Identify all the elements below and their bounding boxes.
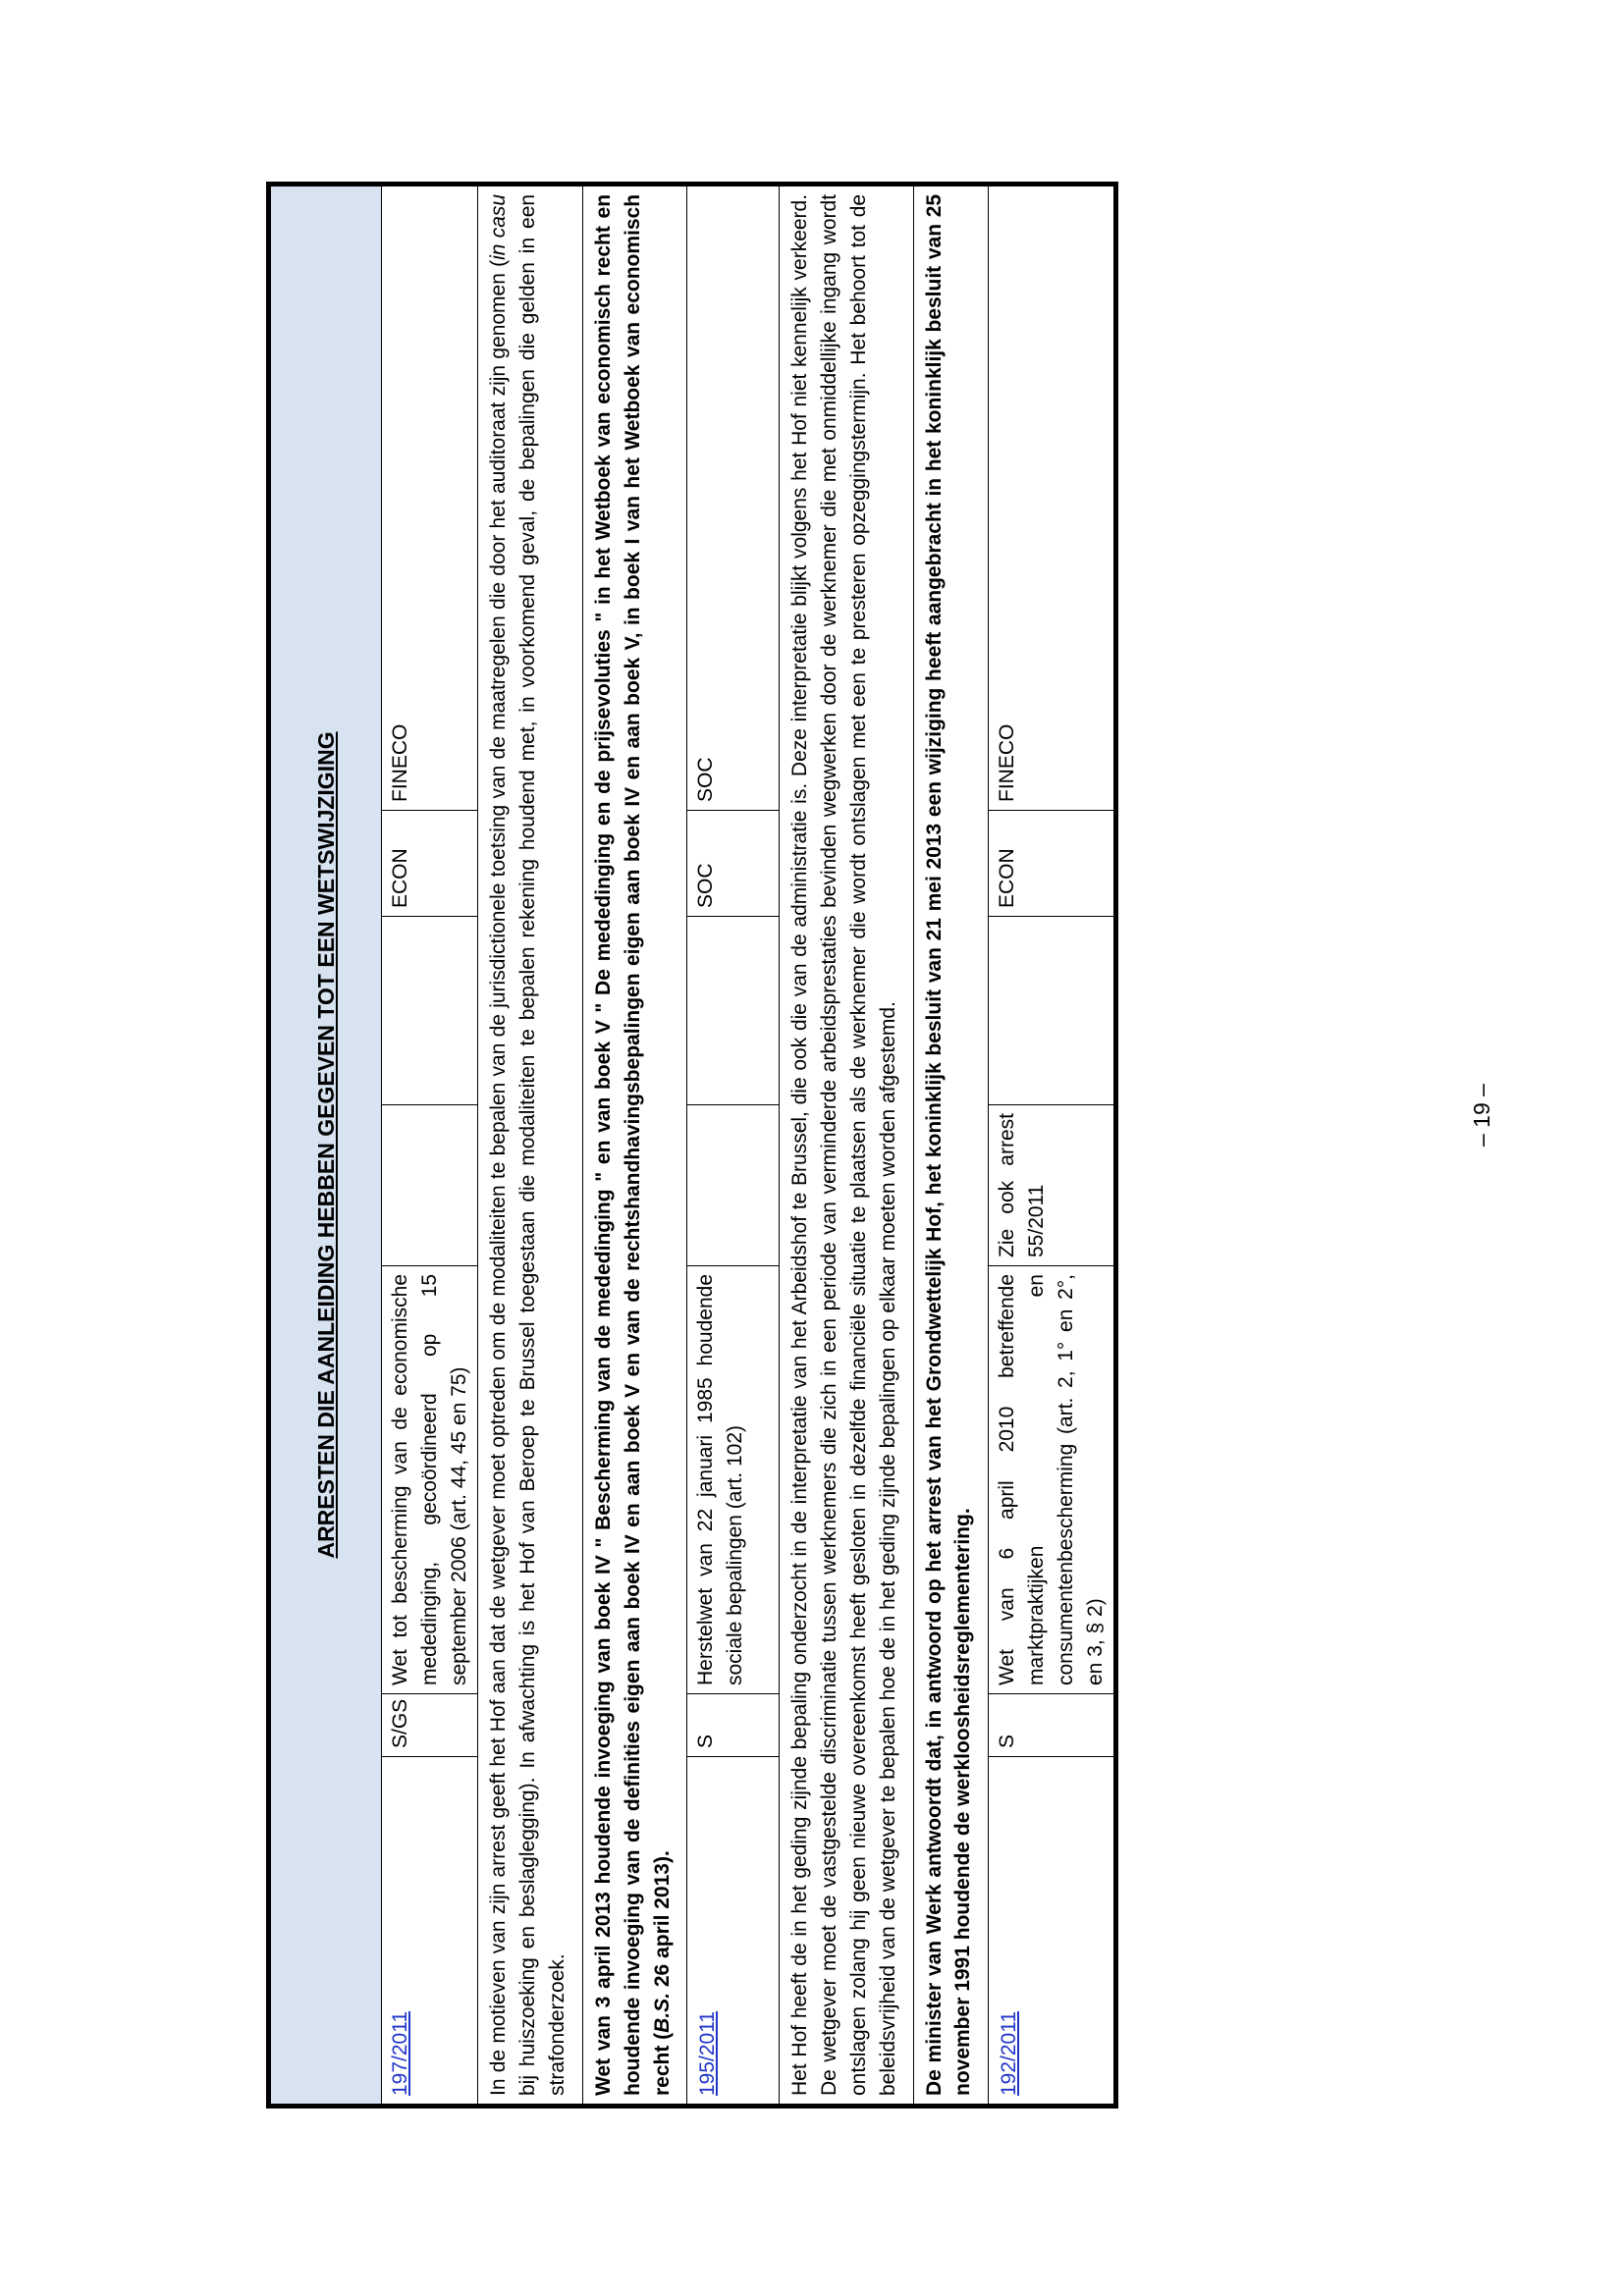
domain-cell: ECON xyxy=(382,811,478,917)
domain-cell: ECON xyxy=(989,811,1116,917)
empty-cell xyxy=(989,917,1116,1105)
table-banner: ARRESTEN DIE AANLEIDING HEBBEN GEGEVEN TOT EEN WETSWIJZIGING xyxy=(269,184,382,2106)
type-cell: S xyxy=(989,1694,1116,1757)
subdomain-cell: FINECO xyxy=(989,184,1116,810)
ref-cell xyxy=(687,1757,780,2107)
type-cell: S/GS xyxy=(382,1694,478,1757)
summary-row xyxy=(780,184,913,2106)
page-number: – 19 – xyxy=(1469,1084,1494,1147)
judgments-table xyxy=(266,182,1118,2109)
minister-answer: De minister van Werk antwoordt dat, in antwoord op het arrest van het Grondwettelijk Hof, het koninklijk besluit van 21 mei 2013 een wijziging heeft aangebracht in het koninklijk besluit van 25 november 1991 houdende de werkloosheidsreglementering. xyxy=(913,184,989,2106)
judgment-link[interactable]: 197/2011 xyxy=(389,2010,411,2096)
type-cell: S xyxy=(687,1694,780,1757)
table-row xyxy=(687,184,780,2106)
law-cell: Herstelwet van 22 januari 1985 houdende sociale bepalingen (art. 102) xyxy=(687,1266,780,1694)
note-cell: Zie ook arrest 55/2011 xyxy=(989,1105,1116,1266)
note-cell xyxy=(687,1105,780,1266)
note-cell xyxy=(382,1105,478,1266)
judgment-link[interactable]: 195/2011 xyxy=(696,2010,720,2096)
subdomain-cell: FINECO xyxy=(382,184,478,810)
table-row xyxy=(989,184,1116,2106)
subdomain-cell: SOC xyxy=(687,184,780,810)
law-cell: Wet tot bescherming van de economische mededinging, gecoördineerd op 15 september 2006 (art. 44, 45 en 75) xyxy=(382,1266,478,1694)
summary-row xyxy=(478,184,582,2106)
judgment-link[interactable]: 192/2011 xyxy=(998,2010,1021,2096)
law-heading: Wet van 3 april 2013 houdende invoeging van boek IV " Bescherming van de mededinging " en van boek V " De mededinging en de prijsevoluties " in het Wetboek van economisch recht en houdende invoeging van de definities eigen aan boek IV en aan boek V en van de rechtshandhavingsbepalingen eigen aan boek IV en aan boek V, in boek I van het Wetboek van economisch recht (B.S. 26 april 2013). xyxy=(582,184,686,2106)
domain-cell: SOC xyxy=(687,811,780,917)
heading-row xyxy=(913,184,989,2106)
law-cell: Wet van 6 april 2010 betreffende marktpraktijken en consumentenbescherming (art. 2, 1° en 2°, en 3, § 2) xyxy=(989,1266,1116,1694)
summary-text: In de motieven van zijn arrest geeft het Hof aan dat de wetgever moet optreden om de modaliteiten te bepalen van de jurisdictionele toetsing van de maatregelen die door het auditoraat zijn genomen (in casu bij huiszoeking en beslaglegging). In afwachting is het Hof van Beroep te Brussel toegestaan die modaliteiten te bepalen rekening houdend met, in voorkomend geval, de bepalingen die gelden in een strafonderzoek. xyxy=(478,184,582,2106)
ref-cell xyxy=(382,1757,478,2107)
ref-cell xyxy=(989,1757,1116,2107)
empty-cell xyxy=(382,917,478,1105)
table-row xyxy=(382,184,478,2106)
summary-text: Het Hof heeft de in het geding zijnde bepaling onderzocht in de interpretatie van het Arbeidshof te Brussel, die ook die van de administratie is. Deze interpretatie blijkt volgens het Hof niet kennelijk verkeerd. De wetgever moet de vastgestelde discriminatie tussen werknemers die zich in een periode van verminderde arbeidsprestaties bevinden wegwerken door de werknemer die met onmiddellijke ingang wordt ontslagen zolang hij geen nieuwe overeenkomst heeft gesloten in dezelfde financiële situatie te plaatsen als de werknemer die wordt ontslagen met een te presteren opzeggingstermijn. Het behoort tot de beleidsvrijheid van de wetgever te bepalen hoe de in het geding zijnde bepalingen op elkaar moeten worden afgestemd. xyxy=(780,184,913,2106)
rotated-page-content xyxy=(266,187,1391,2109)
heading-row xyxy=(582,184,686,2106)
empty-cell xyxy=(687,917,780,1105)
